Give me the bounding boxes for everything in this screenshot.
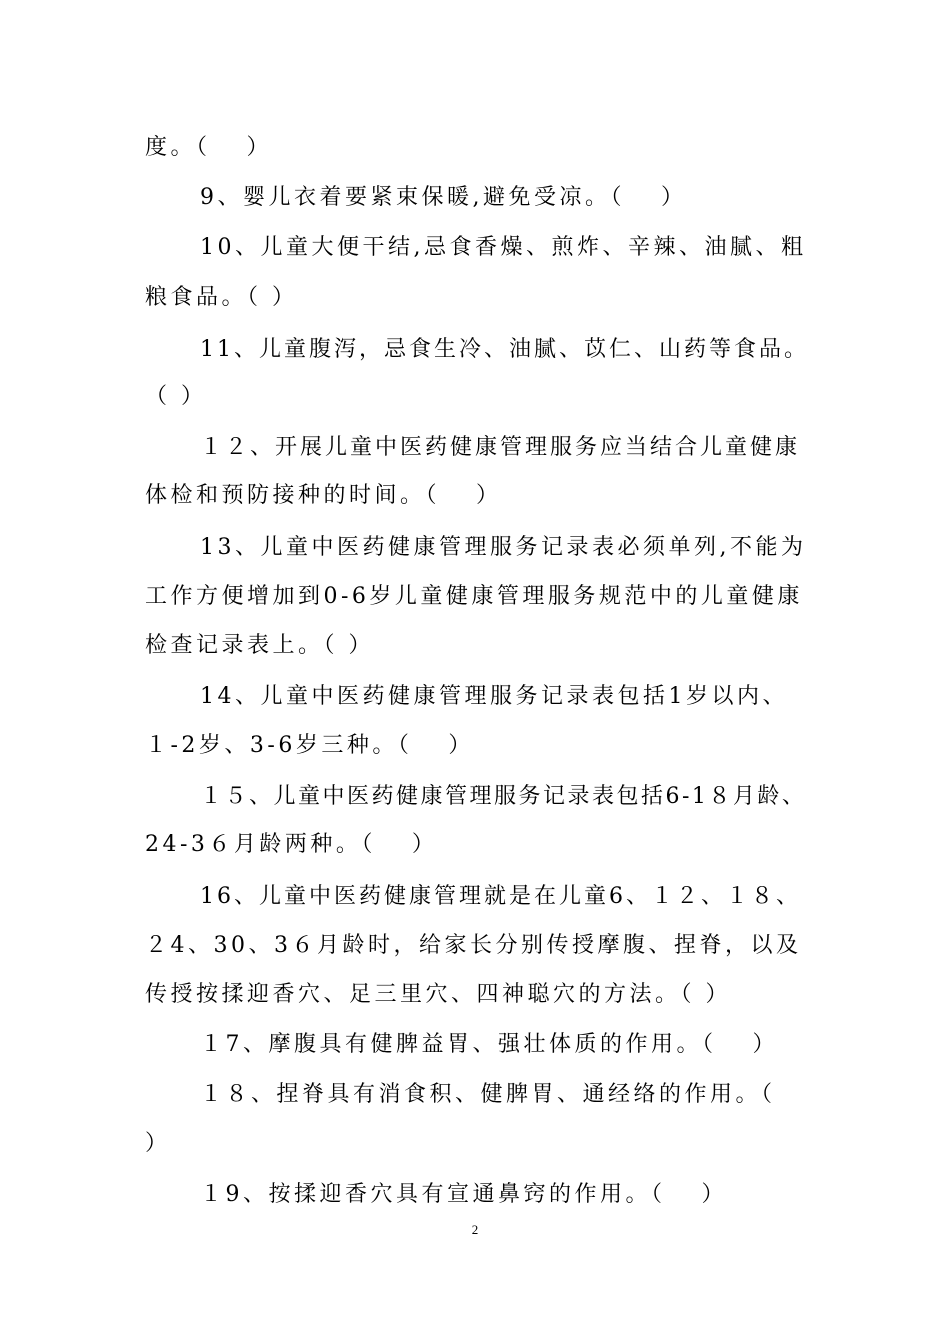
question-17: １7、摩腹具有健脾益胃、强壮体质的作用。（ ） bbox=[200, 1032, 778, 1057]
text-line: 体检和预防接种的时间。（ ） bbox=[145, 483, 502, 508]
question-16: 16、儿童中医药健康管理就是在儿童6、１２、１８、 bbox=[200, 884, 801, 909]
text-line: 传授按揉迎香穴、足三里穴、四神聪穴的方法。（ ） bbox=[145, 982, 731, 1007]
question-14: 14、儿童中医药健康管理服务记录表包括1岁以内、 bbox=[200, 684, 788, 709]
text-line: 粮食品。（ ） bbox=[145, 285, 298, 310]
question-19: １9、按揉迎香穴具有宣通鼻窍的作用。（ ） bbox=[200, 1182, 727, 1207]
text-line: 工作方便增加到0-6岁儿童健康管理服务规范中的儿童健康 bbox=[145, 584, 803, 609]
text-line: 检查记录表上。（ ） bbox=[145, 633, 374, 658]
question-9: 9、婴儿衣着要紧束保暖,避免受凉。（ ） bbox=[200, 185, 687, 210]
question-11: 11、儿童腹泻，忌食生冷、油腻、苡仁、山药等食品。 bbox=[200, 337, 809, 362]
question-13: 13、儿童中医药健康管理服务记录表必须单列,不能为 bbox=[200, 535, 807, 560]
question-15: １５、儿童中医药健康管理服务记录表包括6-1８月龄、 bbox=[200, 784, 807, 809]
text-line: 度。（ ） bbox=[145, 135, 272, 160]
text-line: ） bbox=[145, 1131, 171, 1156]
text-line: 24-3６月龄两种。（ ） bbox=[145, 832, 438, 857]
question-12: １２、开展儿童中医药健康管理服务应当结合儿童健康 bbox=[200, 435, 801, 460]
question-10: 10、儿童大便干结,忌食香燥、煎炸、辛辣、油腻、粗 bbox=[200, 235, 807, 260]
text-line: １-2岁、3-6岁三种。（ ） bbox=[145, 733, 474, 758]
text-line: （ ） bbox=[145, 384, 207, 409]
text-line: ２4、30、3６月龄时，给家长分别传授摩腹、捏脊，以及 bbox=[145, 933, 802, 958]
page-number: 2 bbox=[471, 1222, 479, 1237]
question-18: １８、捏脊具有消食积、健脾胃、通经络的作用。（ bbox=[200, 1082, 776, 1107]
